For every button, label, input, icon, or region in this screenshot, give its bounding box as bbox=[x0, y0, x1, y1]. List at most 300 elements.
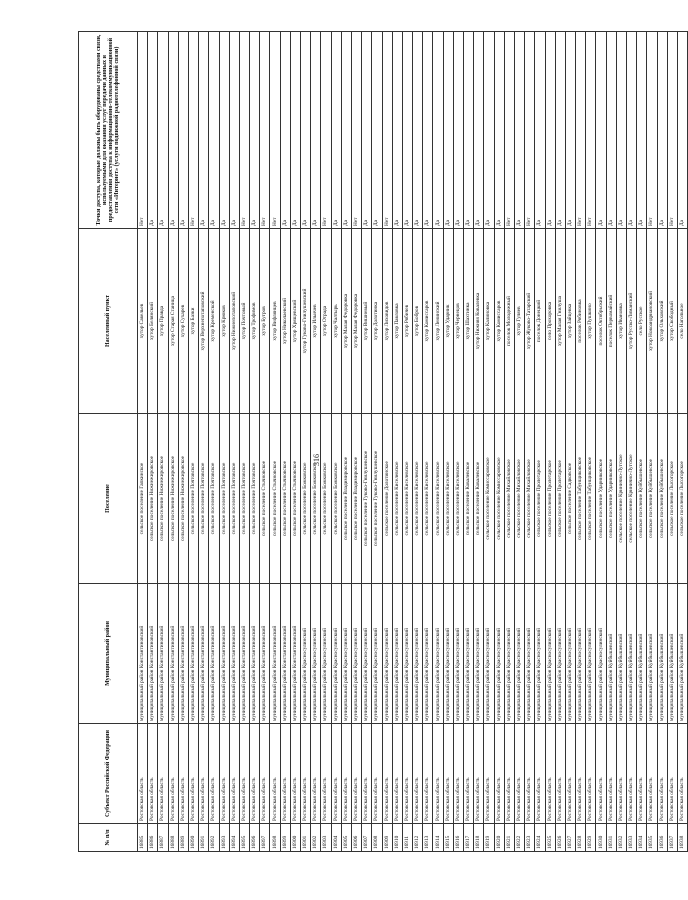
cell-locality: хутор Почтовый bbox=[239, 229, 249, 414]
cell-settlement: сельское поселение Киселевское bbox=[443, 414, 453, 584]
cell-num: 16885 bbox=[138, 824, 148, 852]
cell-num: 16894 bbox=[229, 824, 239, 852]
cell-num: 16931 bbox=[606, 824, 616, 852]
cell-district: муниципальный район Красносулинский bbox=[474, 584, 484, 724]
cell-num: 16926 bbox=[555, 824, 565, 852]
cell-access: Да bbox=[280, 32, 290, 229]
cell-access: Да bbox=[362, 32, 372, 229]
cell-district: муниципальный район Красносулинский bbox=[351, 584, 361, 724]
cell-locality: хутор Чалтырь bbox=[331, 229, 341, 414]
cell-locality: село Русское bbox=[637, 229, 647, 414]
cell-district: муниципальный район Константиновский bbox=[260, 584, 270, 724]
cell-settlement: сельское поселение Почтовское bbox=[239, 414, 249, 584]
cell-subject: Ростовская область bbox=[627, 724, 637, 824]
cell-district: муниципальный район Константиновский bbox=[239, 584, 249, 724]
table-row bbox=[270, 32, 280, 852]
cell-access: Да bbox=[514, 32, 524, 229]
table-row bbox=[219, 32, 229, 852]
cell-settlement: сельское поселение Садковское bbox=[565, 414, 575, 584]
cell-settlement: сельское поселение Михайловское bbox=[525, 414, 535, 584]
cell-num: 16912 bbox=[413, 824, 423, 852]
cell-district: муниципальный район Красносулинский bbox=[372, 584, 382, 724]
cell-num: 16908 bbox=[372, 824, 382, 852]
cell-locality: хутор Зайцевка bbox=[565, 229, 575, 414]
cell-access: Да bbox=[464, 32, 474, 229]
table-row bbox=[138, 32, 148, 852]
cell-num: 16907 bbox=[362, 824, 372, 852]
cell-subject: Ростовская область bbox=[565, 724, 575, 824]
cell-access: Нет bbox=[382, 32, 392, 229]
cell-locality: хутор Трофимов bbox=[250, 229, 260, 414]
cell-num: 16918 bbox=[474, 824, 484, 852]
cell-district: муниципальный район Куйбышевский bbox=[627, 584, 637, 724]
cell-access: Да bbox=[565, 32, 575, 229]
cell-district: муниципальный район Константиновский bbox=[168, 584, 178, 724]
cell-district: муниципальный район Красносулинский bbox=[535, 584, 545, 724]
table-row bbox=[148, 32, 158, 852]
cell-num: 16898 bbox=[270, 824, 280, 852]
cell-settlement: сельское поселение Стычновское bbox=[270, 414, 280, 584]
table-row bbox=[331, 32, 341, 852]
table-row bbox=[586, 32, 596, 852]
cell-district: муниципальный район Красносулинский bbox=[392, 584, 402, 724]
cell-num: 16903 bbox=[321, 824, 331, 852]
cell-settlement: сельское поселение Табунщиковское bbox=[576, 414, 586, 584]
cell-subject: Ростовская область bbox=[504, 724, 514, 824]
cell-locality: поселок Донецкий bbox=[535, 229, 545, 414]
cell-access: Да bbox=[413, 32, 423, 229]
cell-num: 16930 bbox=[596, 824, 606, 852]
cell-settlement: сельское поселение Кринично-Лугское bbox=[616, 414, 626, 584]
cell-settlement: сельское поселение Почтовское bbox=[229, 414, 239, 584]
cell-locality: хутор Жуково-Татарский bbox=[525, 229, 535, 414]
cell-subject: Ростовская область bbox=[443, 724, 453, 824]
table-row bbox=[504, 32, 514, 852]
cell-access: Да bbox=[494, 32, 504, 229]
table-row bbox=[341, 32, 351, 852]
cell-district: муниципальный район Красносулинский bbox=[433, 584, 443, 724]
cell-subject: Ростовская область bbox=[423, 724, 433, 824]
cell-locality: хутор Ильичев bbox=[311, 229, 321, 414]
cell-access: Да bbox=[148, 32, 158, 229]
cell-subject: Ростовская область bbox=[301, 724, 311, 824]
cell-num: 16896 bbox=[250, 824, 260, 852]
table-row bbox=[525, 32, 535, 852]
cell-district: муниципальный район Константиновский bbox=[270, 584, 280, 724]
cell-settlement: сельское поселение Нижнежировское bbox=[158, 414, 168, 584]
cell-subject: Ростовская область bbox=[138, 724, 148, 824]
cell-num: 16917 bbox=[464, 824, 474, 852]
cell-settlement: сельское поселение Лысогорское bbox=[667, 414, 677, 584]
table-row bbox=[168, 32, 178, 852]
cell-subject: Ростовская область bbox=[494, 724, 504, 824]
table-row bbox=[402, 32, 412, 852]
cell-subject: Ростовская область bbox=[433, 724, 443, 824]
cell-num: 16893 bbox=[219, 824, 229, 852]
cell-num: 16895 bbox=[239, 824, 249, 852]
cell-locality: хутор Сухарев bbox=[178, 229, 188, 414]
table-row bbox=[423, 32, 433, 852]
cell-settlement: сельское поселение Стычновское bbox=[260, 414, 270, 584]
cell-num: 16901 bbox=[301, 824, 311, 852]
cell-access: Да bbox=[250, 32, 260, 229]
cell-district: муниципальный район Красносулинский bbox=[362, 584, 372, 724]
cell-district: муниципальный район Красносулинский bbox=[453, 584, 463, 724]
cell-district: муниципальный район Красносулинский bbox=[413, 584, 423, 724]
cell-locality: село Нагольное bbox=[677, 229, 687, 414]
cell-access: Да bbox=[341, 32, 351, 229]
cell-locality: хутор Комиссаров bbox=[494, 229, 504, 414]
cell-num: 16935 bbox=[647, 824, 657, 852]
table-row bbox=[311, 32, 321, 852]
cell-access: Да bbox=[423, 32, 433, 229]
cell-access: Да bbox=[555, 32, 565, 229]
cell-subject: Ростовская область bbox=[260, 724, 270, 824]
cell-settlement: сельское поселение Комиссаровское bbox=[494, 414, 504, 584]
cell-access: Да bbox=[290, 32, 300, 229]
cell-settlement: сельское поселение Нижнежировское bbox=[178, 414, 188, 584]
cell-subject: Ростовская область bbox=[464, 724, 474, 824]
cell-settlement: сельское поселение Гуково-Гнилушевское bbox=[372, 414, 382, 584]
cell-settlement: сельское поселение Куйбышевское bbox=[657, 414, 667, 584]
cell-locality: хутор Нижнепотаповский bbox=[229, 229, 239, 414]
cell-settlement: сельское поселение Божковское bbox=[301, 414, 311, 584]
cell-locality: хутор Ленинский bbox=[433, 229, 443, 414]
cell-subject: Ростовская область bbox=[280, 724, 290, 824]
cell-settlement: сельское поселение Комиссаровское bbox=[484, 414, 494, 584]
cell-access: Да bbox=[606, 32, 616, 229]
cell-access: Да bbox=[168, 32, 178, 229]
cell-locality: хутор Свободный bbox=[667, 229, 677, 414]
cell-access: Нет bbox=[260, 32, 270, 229]
cell-settlement: сельское поселение Божковское bbox=[321, 414, 331, 584]
cell-district: муниципальный район Красносулинский bbox=[402, 584, 412, 724]
cell-access: Нет bbox=[351, 32, 361, 229]
cell-settlement: сельское поселение Киселевское bbox=[392, 414, 402, 584]
cell-num: 16927 bbox=[565, 824, 575, 852]
cell-access: Да bbox=[545, 32, 555, 229]
cell-subject: Ростовская область bbox=[647, 724, 657, 824]
cell-subject: Ростовская область bbox=[555, 724, 565, 824]
cell-settlement: сельское поселение Пролетарское bbox=[535, 414, 545, 584]
cell-settlement: сельское поселение Куйбышевское bbox=[647, 414, 657, 584]
cell-settlement: сельское поселение Ковалевское bbox=[474, 414, 484, 584]
cell-locality: поселок Октябрьский bbox=[596, 229, 606, 414]
cell-locality: село Прохоровка bbox=[545, 229, 555, 414]
header-num: № п/п bbox=[79, 824, 138, 852]
cell-num: 16914 bbox=[433, 824, 443, 852]
table-row bbox=[596, 32, 606, 852]
cell-access: Нет bbox=[667, 32, 677, 229]
cell-num: 16888 bbox=[168, 824, 178, 852]
table-row bbox=[392, 32, 402, 852]
table-row bbox=[188, 32, 198, 852]
cell-access: Да bbox=[453, 32, 463, 229]
cell-num: 16905 bbox=[341, 824, 351, 852]
header-settlement: Поселение bbox=[79, 414, 138, 584]
cell-num: 16891 bbox=[199, 824, 209, 852]
cell-access: Да bbox=[392, 32, 402, 229]
cell-subject: Ростовская область bbox=[250, 724, 260, 824]
cell-district: муниципальный район Куйбышевский bbox=[637, 584, 647, 724]
cell-access: Да bbox=[637, 32, 647, 229]
cell-num: 16922 bbox=[514, 824, 524, 852]
cell-subject: Ростовская область bbox=[474, 724, 484, 824]
cell-locality: хутор Чернецов bbox=[453, 229, 463, 414]
cell-settlement: сельское поселение Стычновское bbox=[290, 414, 300, 584]
cell-locality: хутор Калиновка bbox=[484, 229, 494, 414]
cell-district: муниципальный район Красносулинский bbox=[382, 584, 392, 724]
settlements-table bbox=[78, 31, 688, 852]
cell-num: 16937 bbox=[667, 824, 677, 852]
cell-subject: Ростовская область bbox=[178, 724, 188, 824]
cell-district: муниципальный район Константиновский bbox=[209, 584, 219, 724]
table-row bbox=[484, 32, 494, 852]
cell-locality: хутор Новоандриановский bbox=[647, 229, 657, 414]
cell-num: 16936 bbox=[657, 824, 667, 852]
cell-locality: хутор Правда bbox=[158, 229, 168, 414]
cell-district: муниципальный район Красносулинский bbox=[576, 584, 586, 724]
cell-settlement: сельское поселение Киселевское bbox=[413, 414, 423, 584]
table-body bbox=[138, 32, 688, 852]
cell-subject: Ростовская область bbox=[576, 724, 586, 824]
cell-district: муниципальный район Константиновский bbox=[250, 584, 260, 724]
cell-subject: Ростовская область bbox=[372, 724, 382, 824]
header-access: Точки доступа, которые должны быть оборудованы средствами связи, используемыми для оказания услуг передачи данных и предоставления доступа к информационно-телекоммуникационной сети «Интернет» (услуги подвижной радиотелефонной связи) bbox=[79, 32, 138, 229]
table-row bbox=[443, 32, 453, 852]
cell-access: Нет bbox=[321, 32, 331, 229]
cell-locality: хутор Базки bbox=[188, 229, 198, 414]
cell-district: муниципальный район Красносулинский bbox=[311, 584, 321, 724]
cell-locality: хутор Малая Гнилуша bbox=[555, 229, 565, 414]
cell-access: Да bbox=[301, 32, 311, 229]
table-row bbox=[260, 32, 270, 852]
cell-access: Да bbox=[433, 32, 443, 229]
cell-access: Да bbox=[372, 32, 382, 229]
table-row bbox=[453, 32, 463, 852]
cell-subject: Ростовская область bbox=[514, 724, 524, 824]
cell-access: Нет bbox=[188, 32, 198, 229]
cell-access: Да bbox=[331, 32, 341, 229]
cell-subject: Ростовская область bbox=[535, 724, 545, 824]
cell-num: 16886 bbox=[148, 824, 158, 852]
cell-access: Нет bbox=[270, 32, 280, 229]
cell-subject: Ростовская область bbox=[545, 724, 555, 824]
cell-num: 16920 bbox=[494, 824, 504, 852]
header-locality: Населенный пункт bbox=[79, 229, 138, 414]
cell-subject: Ростовская область bbox=[331, 724, 341, 824]
cell-settlement: сельское поселение Божковское bbox=[331, 414, 341, 584]
table-row bbox=[576, 32, 586, 852]
cell-num: 16921 bbox=[504, 824, 514, 852]
cell-district: муниципальный район Красносулинский bbox=[525, 584, 535, 724]
cell-district: муниципальный район Константиновский bbox=[158, 584, 168, 724]
cell-district: муниципальный район Красносулинский bbox=[331, 584, 341, 724]
cell-num: 16923 bbox=[525, 824, 535, 852]
cell-num: 16902 bbox=[311, 824, 321, 852]
table-row bbox=[606, 32, 616, 852]
cell-locality: хутор Пушкино bbox=[586, 229, 596, 414]
cell-num: 16916 bbox=[453, 824, 463, 852]
table-row bbox=[616, 32, 626, 852]
cell-access: Нет bbox=[525, 32, 535, 229]
cell-subject: Ростовская область bbox=[290, 724, 300, 824]
cell-subject: Ростовская область bbox=[392, 724, 402, 824]
cell-settlement: сельское поселение Пролетарское bbox=[545, 414, 555, 584]
table-row bbox=[362, 32, 372, 852]
cell-subject: Ростовская область bbox=[606, 724, 616, 824]
cell-subject: Ростовская область bbox=[219, 724, 229, 824]
cell-locality: хутор Старая Станица bbox=[168, 229, 178, 414]
table-row bbox=[199, 32, 209, 852]
table-row bbox=[229, 32, 239, 852]
cell-num: 16925 bbox=[545, 824, 555, 852]
cell-access: Да bbox=[474, 32, 484, 229]
cell-district: муниципальный район Красносулинский bbox=[341, 584, 351, 724]
header-subject: Субъект Российской Федерации bbox=[79, 724, 138, 824]
cell-settlement: сельское поселение Почтовское bbox=[188, 414, 198, 584]
cell-subject: Ростовская область bbox=[637, 724, 647, 824]
cell-num: 16934 bbox=[637, 824, 647, 852]
table-header-row bbox=[79, 32, 138, 852]
cell-district: муниципальный район Константиновский bbox=[229, 584, 239, 724]
cell-num: 16933 bbox=[627, 824, 637, 852]
cell-locality: поселок Молодежный bbox=[504, 229, 514, 414]
cell-settlement: сельское поселение Киселевское bbox=[423, 414, 433, 584]
cell-settlement: сельское поселение Лысогорское bbox=[677, 414, 687, 584]
table-row bbox=[474, 32, 484, 852]
cell-district: муниципальный район Константиновский bbox=[219, 584, 229, 724]
cell-access: Да bbox=[178, 32, 188, 229]
cell-locality: хутор Савельев bbox=[138, 229, 148, 414]
cell-num: 16919 bbox=[484, 824, 494, 852]
cell-district: муниципальный район Красносулинский bbox=[484, 584, 494, 724]
cell-district: муниципальный район Куйбышевский bbox=[616, 584, 626, 724]
table-row bbox=[239, 32, 249, 852]
cell-settlement: сельское поселение Почтовское bbox=[199, 414, 209, 584]
cell-locality: хутор Рябичев bbox=[402, 229, 412, 414]
cell-settlement: сельское поселение Ковалевское bbox=[464, 414, 474, 584]
table-row bbox=[657, 32, 667, 852]
cell-settlement: сельское поселение Кринично-Лугское bbox=[627, 414, 637, 584]
cell-district: муниципальный район Константиновский bbox=[178, 584, 188, 724]
table-row bbox=[464, 32, 474, 852]
cell-num: 16892 bbox=[209, 824, 219, 852]
table-row bbox=[677, 32, 687, 852]
cell-num: 16932 bbox=[616, 824, 626, 852]
cell-subject: Ростовская область bbox=[351, 724, 361, 824]
cell-locality: хутор Шахтинка bbox=[464, 229, 474, 414]
cell-district: муниципальный район Константиновский bbox=[280, 584, 290, 724]
page-number: 316 bbox=[312, 454, 321, 466]
table-row bbox=[178, 32, 188, 852]
cell-subject: Ростовская область bbox=[158, 724, 168, 824]
table-row bbox=[494, 32, 504, 852]
cell-locality: хутор Отрада bbox=[321, 229, 331, 414]
cell-district: муниципальный район Красносулинский bbox=[596, 584, 606, 724]
cell-access: Да bbox=[199, 32, 209, 229]
cell-num: 16929 bbox=[586, 824, 596, 852]
cell-subject: Ростовская область bbox=[525, 724, 535, 824]
cell-district: муниципальный район Куйбышевский bbox=[606, 584, 616, 724]
cell-access: Да bbox=[677, 32, 687, 229]
cell-subject: Ростовская область bbox=[270, 724, 280, 824]
cell-locality: поселок Рябиновка bbox=[576, 229, 586, 414]
cell-district: муниципальный район Красносулинский bbox=[301, 584, 311, 724]
cell-settlement: сельское поселение Пролетарское bbox=[555, 414, 565, 584]
table-row bbox=[250, 32, 260, 852]
cell-access: Да bbox=[229, 32, 239, 229]
cell-num: 16910 bbox=[392, 824, 402, 852]
cell-access: Да bbox=[311, 32, 321, 229]
cell-locality: хутор Вишневый bbox=[362, 229, 372, 414]
cell-subject: Ростовская область bbox=[239, 724, 249, 824]
cell-settlement: сельское поселение Владимировское bbox=[341, 414, 351, 584]
cell-subject: Ростовская область bbox=[311, 724, 321, 824]
cell-num: 16889 bbox=[178, 824, 188, 852]
cell-settlement: сельское поселение Михайловское bbox=[514, 414, 524, 584]
cell-locality: хутор Павловка bbox=[392, 229, 402, 414]
cell-locality: хутор Кременской bbox=[209, 229, 219, 414]
cell-subject: Ростовская область bbox=[616, 724, 626, 824]
cell-num: 16890 bbox=[188, 824, 198, 852]
cell-locality: поселок Первомайский bbox=[606, 229, 616, 414]
cell-settlement: сельское поселение Ударниковское bbox=[606, 414, 616, 584]
cell-num: 16909 bbox=[382, 824, 392, 852]
cell-access: Нет bbox=[586, 32, 596, 229]
cell-locality: хутор Долотинка bbox=[372, 229, 382, 414]
cell-access: Нет bbox=[138, 32, 148, 229]
cell-district: муниципальный район Константиновский bbox=[290, 584, 300, 724]
cell-settlement: сельское поселение Нижнежировское bbox=[168, 414, 178, 584]
table-row bbox=[637, 32, 647, 852]
cell-subject: Ростовская область bbox=[229, 724, 239, 824]
cell-access: Нет bbox=[239, 32, 249, 229]
cell-locality: хутор Лиховидов bbox=[382, 229, 392, 414]
cell-num: 16915 bbox=[443, 824, 453, 852]
cell-subject: Ростовская область bbox=[413, 724, 423, 824]
cell-settlement: сельское поселение Куйбышевское bbox=[637, 414, 647, 584]
cell-num: 16887 bbox=[158, 824, 168, 852]
cell-access: Да bbox=[158, 32, 168, 229]
cell-settlement: сельское поселение Киселевское bbox=[433, 414, 443, 584]
table-row bbox=[209, 32, 219, 852]
cell-settlement: сельское поселение Почтовское bbox=[209, 414, 219, 584]
cell-locality: хутор Хрящевский bbox=[290, 229, 300, 414]
cell-num: 16899 bbox=[280, 824, 290, 852]
cell-locality: хутор Верхнепотаповский bbox=[199, 229, 209, 414]
cell-subject: Ростовская область bbox=[586, 724, 596, 824]
cell-access: Да bbox=[402, 32, 412, 229]
cell-num: 16897 bbox=[260, 824, 270, 852]
cell-district: муниципальный район Красносулинский bbox=[423, 584, 433, 724]
cell-subject: Ростовская область bbox=[657, 724, 667, 824]
cell-subject: Ростовская область bbox=[484, 724, 494, 824]
cell-subject: Ростовская область bbox=[596, 724, 606, 824]
cell-subject: Ростовская область bbox=[341, 724, 351, 824]
cell-settlement: сельское поселение Киселевское bbox=[402, 414, 412, 584]
cell-locality: хутор Малая Федоровка bbox=[351, 229, 361, 414]
cell-district: муниципальный район Красносулинский bbox=[464, 584, 474, 724]
cell-district: муниципальный район Куйбышевский bbox=[667, 584, 677, 724]
cell-district: муниципальный район Красносулинский bbox=[504, 584, 514, 724]
table-row bbox=[382, 32, 392, 852]
cell-subject: Ростовская область bbox=[382, 724, 392, 824]
cell-locality: хутор Гуково-Гнилушевский bbox=[301, 229, 311, 414]
table-row bbox=[555, 32, 565, 852]
table-row bbox=[280, 32, 290, 852]
cell-district: муниципальный район Константиновский bbox=[148, 584, 158, 724]
